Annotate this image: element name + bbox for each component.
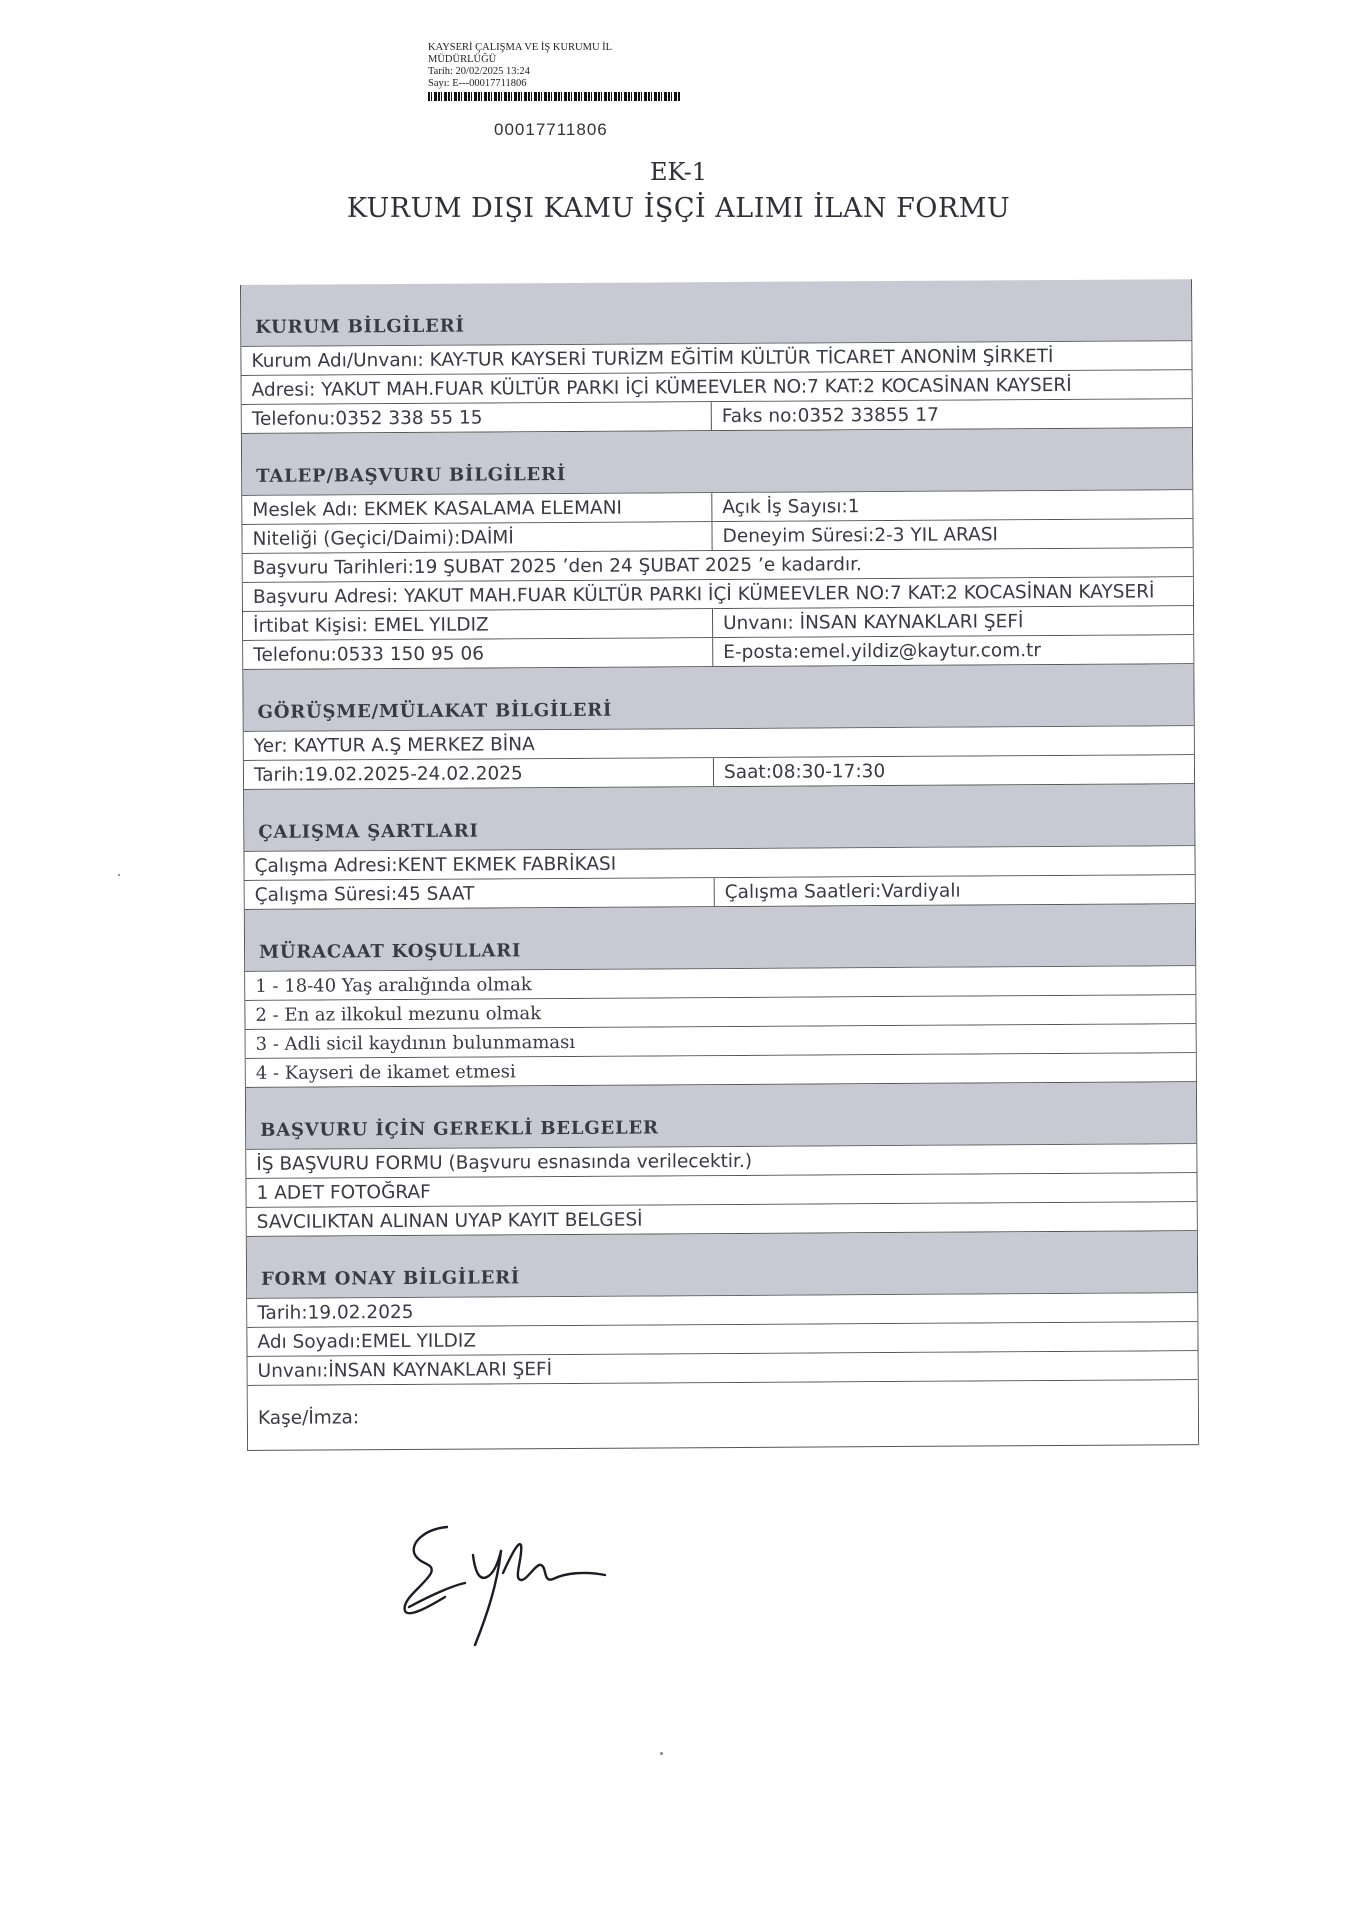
experience-duration: Deneyim Süresi:2-3 YIL ARASI xyxy=(722,524,999,548)
job-nature: Niteliği (Geçici/Daimi):DAİMİ xyxy=(242,522,712,553)
document-title: KURUM DIŞI KAMU İŞÇİ ALIMI İLAN FORMU xyxy=(346,193,1011,224)
condition-item: 1 - 18-40 Yaş aralığında olmak xyxy=(255,974,532,997)
work-address: Çalışma Adresi:KENT EKMEK FABRİKASI xyxy=(254,853,617,877)
stamp-line: KAYSERİ ÇALIŞMA VE İŞ KURUMU İL xyxy=(428,42,613,53)
section-heading-calisma: ÇALIŞMA ŞARTLARI xyxy=(244,784,1194,852)
condition-item: 3 - Adli sicil kaydının bulunmaması xyxy=(255,1031,576,1055)
scan-speck xyxy=(660,1752,663,1755)
approver-title: Unvanı:İNSAN KAYNAKLARI ŞEFİ xyxy=(257,1359,553,1382)
condition-item: 2 - En az ilkokul mezunu olmak xyxy=(255,1003,542,1026)
interview-date: Tarih:19.02.2025-24.02.2025 xyxy=(244,758,714,789)
institution-fax: Faks no:0352 33855 17 xyxy=(721,404,939,428)
approver-name: Adı Soyadı:EMEL YILDIZ xyxy=(257,1330,477,1353)
work-hours: Çalışma Saatleri:Vardiyalı xyxy=(724,880,961,904)
handwritten-signature-icon xyxy=(395,1515,625,1655)
barcode-icon xyxy=(428,92,680,101)
stamp-date: Tarih: 20/02/2025 13:24 xyxy=(428,66,530,77)
section-heading-gorusme: GÖRÜŞME/MÜLAKAT BİLGİLERİ xyxy=(243,664,1193,732)
announcement-form xyxy=(240,279,1199,1451)
signature-label: Kaşe/İmza: xyxy=(257,1407,360,1429)
institution-name: Kurum Adı/Unvanı: KAY-TUR KAYSERİ TURİZM EĞİTİM KÜLTÜR TİCARET ANONİM ŞİRKETİ xyxy=(251,346,1054,372)
institution-address: Adresi: YAKUT MAH.FUAR KÜLTÜR PARKI İÇİ KÜMEEVLER NO:7 KAT:2 KOCASİNAN KAYSERİ xyxy=(251,374,1072,401)
application-dates: Başvuru Tarihleri:19 ŞUBAT 2025 ’den 24 ŞUBAT 2025 ’e kadardır. xyxy=(252,554,862,579)
interview-place: Yer: KAYTUR A.Ş MERKEZ BİNA xyxy=(253,734,535,757)
open-job-count: Açık İş Sayısı:1 xyxy=(722,496,860,519)
document-item: 1 ADET FOTOĞRAF xyxy=(256,1181,431,1204)
document-code: EK-1 xyxy=(649,158,708,186)
stamp-line: MÜDÜRLÜĞÜ xyxy=(428,54,497,65)
institution-phone: Telefonu:0352 338 55 15 xyxy=(242,402,712,433)
occupation-name: Meslek Adı: EKMEK KASALAMA ELEMANI xyxy=(242,493,712,524)
application-address: Başvuru Adresi: YAKUT MAH.FUAR KÜLTÜR PARKI İÇİ KÜMEEVLER NO:7 KAT:2 KOCASİNAN KAYSERİ xyxy=(252,581,1155,608)
barcode-number: 00017711806 xyxy=(494,120,608,139)
document-item: SAVCILIKTAN ALINAN UYAP KAYIT BELGESİ xyxy=(256,1209,643,1233)
section-heading-onay: FORM ONAY BİLGİLERİ xyxy=(247,1231,1197,1299)
section-heading-kurum: KURUM BİLGİLERİ xyxy=(241,279,1191,347)
stamp-number: Sayı: E---00017711806 xyxy=(428,78,527,89)
registry-stamp xyxy=(428,42,698,101)
contact-person: İrtibat Kişisi: EMEL YILDIZ xyxy=(243,609,713,640)
section-heading-talep: TALEP/BAŞVURU BİLGİLERİ xyxy=(242,428,1192,496)
work-duration: Çalışma Süresi:45 SAAT xyxy=(245,878,715,909)
section-heading-belgeler: BAŞVURU İÇİN GEREKLİ BELGELER xyxy=(246,1082,1196,1150)
document-item: İŞ BAŞVURU FORMU (Başvuru esnasında verilecektir.) xyxy=(256,1150,753,1175)
interview-time: Saat:08:30-17:30 xyxy=(723,761,886,784)
contact-title: Unvanı: İNSAN KAYNAKLARI ŞEFİ xyxy=(723,611,1024,635)
contact-phone: Telefonu:0533 150 95 06 xyxy=(243,638,713,669)
section-heading-muracaat: MÜRACAAT KOŞULLARI xyxy=(245,904,1195,972)
approval-date: Tarih:19.02.2025 xyxy=(257,1301,414,1324)
contact-email: E-posta:emel.yildiz@kaytur.com.tr xyxy=(723,640,1042,664)
scan-speck xyxy=(118,874,120,876)
form-row xyxy=(248,1380,1198,1451)
condition-item: 4 - Kayseri de ikamet etmesi xyxy=(255,1061,516,1084)
